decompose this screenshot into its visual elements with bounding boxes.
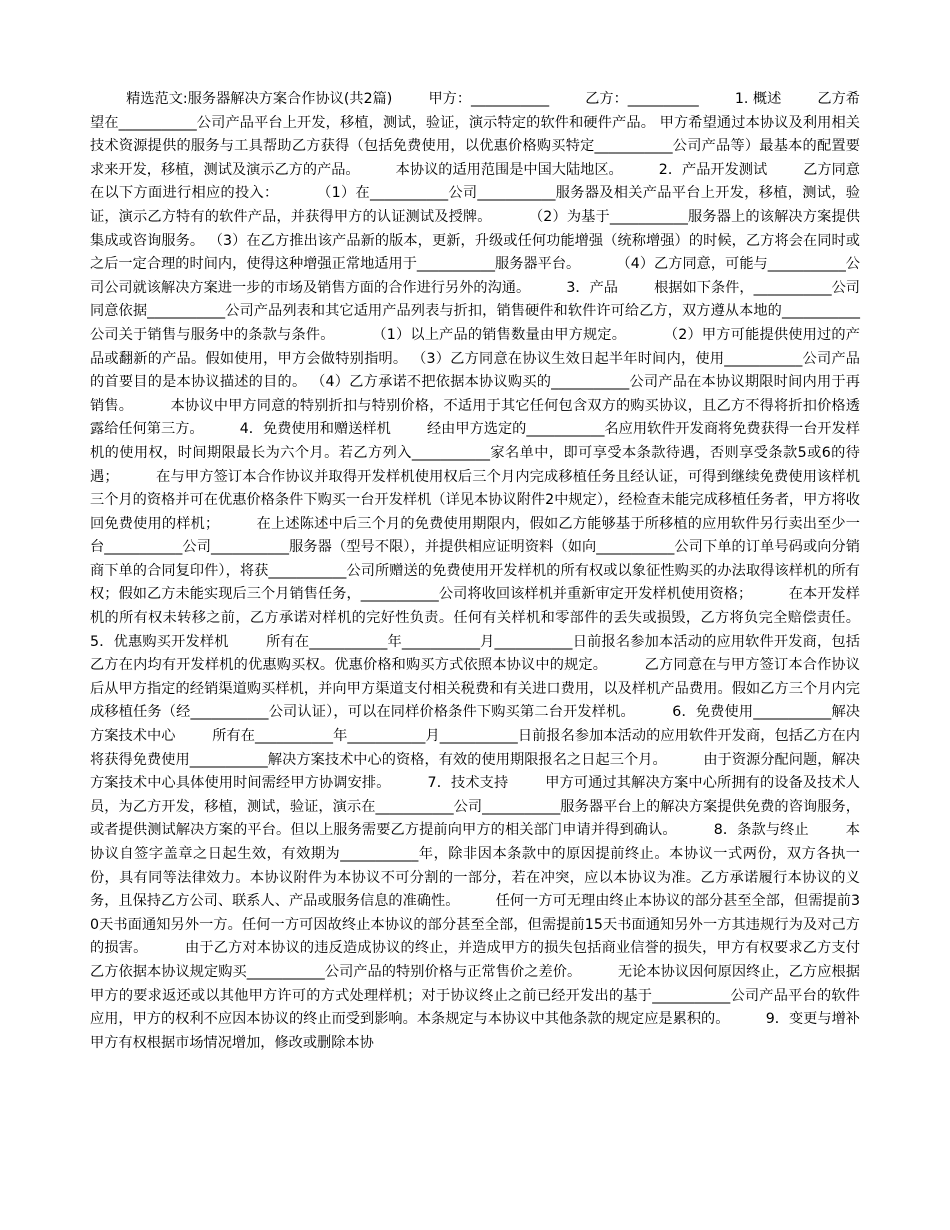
document-body-text: 精选范文:服务器解决方案合作协议(共2篇) 甲方：___________ 乙方：__________ 1. 概述 乙方希望在___________公司产品平台上开发，移植，测试，验证，演示特定的软件和硬件产品。 甲方希望通过本协议及利用相关技术资源提供的服务与工具帮助乙方获得（包括免费使用，以优惠价格购买特定___________公司产品等）最基本的配置要求来开发，移植，测试及演示乙方的产品。 本协议的适用范围是中国大陆地区。 2．产品开发测试 乙方同意在以下方面进行相应的投入： （1）在___________公司___________服务器及相关产品平台上开发，移植，测试，验证，演示乙方特有的软件产品，并获得甲方的认证测试及授牌。 （2）为基于___________服务器上的该解决方案提供集成或咨询服务。 （3）在乙方推出该产品新的版本，更新，升级或任何功能增强（统称增强）的时候，乙方将会在同时或之后一定合理的时间内，使得这种增强正常地适用于___________服务器平台。 （4）乙方同意，可能与___________公司公司就该解决方案进一步的市场及销售方面的合作进行另外的沟通。 3．产品 根据如下条件，___________公司同意依据___________公司产品列表和其它适用产品列表与折扣，销售硬件和软件许可给乙方，双方遵从本地的___________公司关于销售与服务中的条款与条件。 （1）以上产品的销售数量由甲方规定。 （2）甲方可能提供使用过的产品或翻新的产品。假如使用，甲方会做特别指明。 （3）乙方同意在协议生效日起半年时间内，使用___________公司产品的首要目的是本协议描述的目的。 （4）乙方承诺不把依据本协议购买的___________公司产品在本协议期限时间内用于再销售。 本协议中甲方同意的特别折扣与特别价格，不适用于其它任何包含双方的购买协议，且乙方不得将折扣价格透露给任何第三方。 4．免费使用和赠送样机 经由甲方选定的___________名应用软件开发商将免费获得一台开发样机的使用权，时间期限最长为六个月。若乙方列入___________家名单中，即可享受本条款待遇，否则享受条款5或6的待遇； 在与甲方签订本合作协议并取得开发样机使用权后三个月内完成移植任务且经认证，可得到继续免费使用该样机三个月的资格并可在优惠价格条件下购买一台开发样机（详见本协议附件2中规定），经检查未能完成移植任务者，甲方将收回免费使用的样机； 在上述陈述中后三个月的免费使用期限内，假如乙方能够基于所移植的应用软件另行卖出至少一台___________公司___________服务器（型号不限），并提供相应证明资料（如向___________公司下单的订单号码或向分销商下单的合同复印件），将获___________公司所赠送的免费使用开发样机的所有权或以象征性购买的办法取得该样机的所有权；假如乙方未能实现后三个月销售任务，___________公司将收回该样机并重新审定开发样机使用资格； 在本开发样机的所有权未转移之前，乙方承诺对样机的完好性负责。任何有关样机和零部件的丢失或损毁，乙方将负完全赔偿责任。 5．优惠购买开发样机 所有在___________年___________月___________日前报名参加本活动的应用软件开发商，包括乙方在内均有开发样机的优惠购买权。优惠价格和购买方式依照本协议中的规定。 乙方同意在与甲方签订本合作协议后从甲方指定的经销渠道购买样机，并向甲方渠道支付相关税费和有关进口费用，以及样机产品费用。假如乙方三个月内完成移植任务（经___________公司认证），可以在同样价格条件下购买第二台开发样机。 6．免费使用___________解决方案技术中心 所有在___________年___________月___________日前报名参加本活动的应用软件开发商，包括乙方在内将获得免费使用___________解决方案技术中心的资格，有效的使用期限报名之日起三个月。 由于资源分配问题，解决方案技术中心具体使用时间需经甲方协调安排。 7．技术支持 甲方可通过其解决方案中心所拥有的设备及技术人员，为乙方开发，移植，测试，验证，演示在___________公司___________服务器平台上的解决方案提供免费的咨询服务，或者提供测试解决方案的平台。但以上服务需要乙方提前向甲方的相关部门申请并得到确认。 8．条款与终止 本协议自签字盖章之日起生效，有效期为___________年，除非因本条款中的原因提前终止。本协议一式两份，双方各执一份，具有同等法律效力。本协议附件为本协议不可分割的一部分，若在冲突，应以本协议为准。乙方承诺履行本协议的义务，且保持乙方公司、联系人、产品或服务信息的准确性。 任何一方可无理由终止本协议的部分甚至全部，但需提前30天书面通知另外一方。任何一方可因故终止本协议的部分甚至全部，但需提前15天书面通知另外一方其违规行为及对己方的损害。 由于乙方对本协议的违反造成协议的终止，并造成甲方的损失包括商业信誉的损失，甲方有权要求乙方支付乙方依据本协议规定购买___________公司产品的特别价格与正常售价之差价。 无论本协议因何原因终止，乙方应根据甲方的要求返还或以其他甲方许可的方式处理样机；对于协议终止之前已经开发出的基于___________公司产品平台的软件应用，甲方的权利不应因本协议的终止而受到影响。本条规定与本协议中其他条款的规定应是累积的。 9．变更与增补 甲方有权根据市场情况增加，修改或删除本协: [90, 91, 897, 1051]
